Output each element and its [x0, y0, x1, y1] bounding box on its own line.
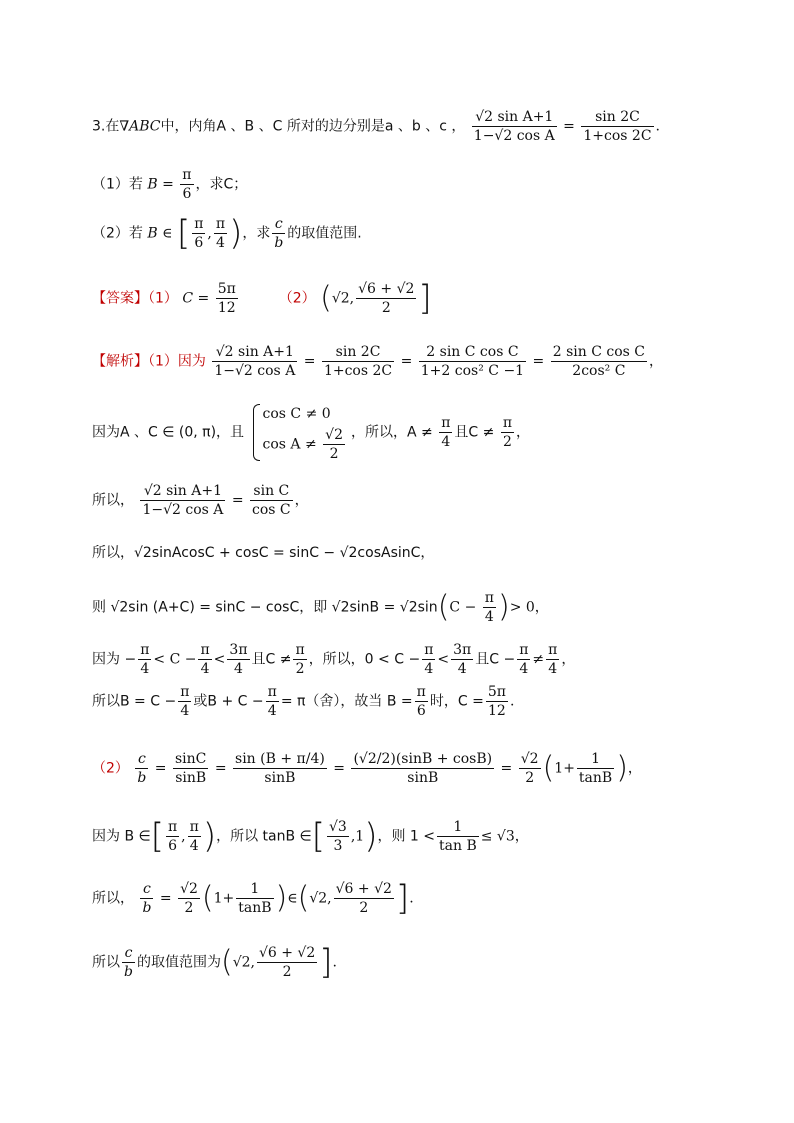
condition-system: [253, 402, 347, 463]
bracket: (: [542, 750, 555, 786]
bracket: ]: [395, 878, 410, 919]
math-text: 2: [502, 434, 512, 450]
math-text: 1−√2 cos A: [142, 502, 224, 518]
math-text: 4: [140, 661, 150, 677]
math-text: ，所以，A ≠: [351, 424, 433, 441]
math-text: ，: [561, 651, 576, 668]
triangle-symbol: ∇ABC: [119, 118, 161, 135]
math-text: = π（舍），故当 B =: [280, 693, 413, 710]
math-text: 6: [182, 186, 192, 202]
fraction: [322, 343, 394, 380]
math-text: π: [519, 642, 529, 658]
math-text: π: [484, 590, 494, 606]
fraction: [236, 880, 273, 917]
math-text: <: [437, 651, 450, 668]
math-text: √2,: [309, 890, 332, 907]
math-text: （1）若: [92, 176, 143, 193]
math-text: √6 + √2: [335, 881, 392, 897]
math-text: 且C ≠: [454, 424, 495, 441]
fraction: [266, 683, 279, 720]
math-text: 2 sin C cos C: [419, 343, 526, 362]
math-text: 且C ≠: [251, 651, 292, 668]
math-text: ，则 1 <: [377, 828, 436, 845]
math-text: .: [332, 954, 337, 971]
question-1: [92, 166, 247, 203]
given-fraction-right: [581, 108, 653, 145]
fraction: [546, 641, 559, 678]
math-text: π: [200, 642, 210, 658]
fraction: [519, 750, 541, 787]
math-text: 1−√2 cos A: [473, 128, 555, 144]
fraction: [501, 414, 514, 451]
math-text: b: [137, 770, 147, 786]
solution-step-4: 所以，√2sinAcosC + cosC = sinC − √2cosAsinC，: [92, 545, 435, 561]
math-text: （2）: [92, 760, 129, 777]
math-text: ，: [294, 492, 309, 509]
math-text: 因为 −: [92, 651, 137, 668]
bracket: ]: [319, 942, 333, 983]
math-text: b: [274, 235, 284, 251]
bracket: (: [437, 589, 450, 625]
math-text: <: [213, 651, 226, 668]
solution-tag: 【解析】: [92, 353, 148, 370]
math-text: 1+2 cos² C −1: [420, 363, 525, 379]
math-text: 3π: [453, 642, 472, 658]
math-text: b: [124, 964, 133, 980]
math-text: √2 sin A+1: [212, 343, 297, 362]
math-text: tanB: [238, 900, 272, 916]
math-text: 所以，: [92, 492, 134, 509]
fraction: [250, 482, 293, 519]
math-text: cos C: [252, 502, 291, 518]
answer-tag: 【答案】: [92, 290, 148, 307]
fraction: [135, 750, 148, 787]
math-text: < C −: [153, 651, 197, 668]
math-text: √6 + √2: [258, 945, 316, 961]
math-text: 1+: [554, 760, 575, 777]
fraction: [323, 426, 345, 463]
math-text: 4: [216, 235, 225, 251]
math-text: π: [167, 819, 178, 835]
math-text: 4: [267, 703, 277, 719]
fraction: [257, 944, 317, 981]
math-text: （1）: [148, 290, 178, 307]
given-fraction-left: [472, 108, 557, 145]
math-text: 5π: [487, 684, 506, 700]
solution-conclusion: [92, 944, 337, 981]
math-text: π: [424, 642, 434, 658]
math-text: 4: [548, 661, 558, 677]
math-text: 2: [359, 900, 369, 916]
fraction: [233, 750, 327, 787]
math-text: √6 + √2: [358, 281, 415, 297]
math-text: √2: [325, 427, 343, 443]
math-text: 4: [457, 661, 467, 677]
fraction: [140, 880, 153, 917]
math-text: ，: [627, 760, 642, 777]
fraction: [138, 641, 151, 678]
fraction: [173, 750, 208, 787]
math-text: π: [267, 684, 277, 700]
math-text: 因为A 、C ∈ (0, π)，且: [92, 424, 245, 441]
math-text: ,1: [350, 828, 365, 845]
fraction: [198, 641, 211, 678]
fraction: [422, 641, 435, 678]
math-text: 或B + C −: [193, 693, 264, 710]
solution-step-6: [92, 641, 575, 678]
fraction: [227, 641, 249, 678]
bracket: ]: [418, 278, 432, 319]
fraction: [178, 880, 200, 917]
math-text: 所以: [92, 954, 120, 971]
math-text: 2cos² C: [572, 363, 626, 379]
math-text: 在: [105, 118, 120, 135]
math-text: （1）因为: [148, 353, 206, 370]
fraction: [351, 750, 494, 787]
math-text: 4: [180, 703, 190, 719]
bracket: (: [201, 880, 214, 916]
math-text: ，求: [242, 225, 271, 242]
math-text: 3π: [229, 642, 248, 658]
fraction: [551, 343, 647, 380]
bracket: (: [320, 280, 332, 316]
math-text: B =: [147, 176, 174, 193]
math-text: √2 sin A+1: [472, 108, 557, 127]
fraction: [517, 641, 530, 678]
math-text: > 0，: [509, 599, 549, 616]
fraction: [327, 818, 349, 855]
bracket: ): [202, 816, 217, 857]
math-text: sinB: [407, 770, 439, 786]
bracket: ): [275, 880, 288, 916]
bracket: [: [311, 816, 326, 857]
math-text: 的取值范围为: [136, 954, 221, 971]
math-text: C −: [449, 599, 477, 616]
math-text: tanB: [578, 770, 613, 786]
fraction: [272, 215, 285, 252]
math-text: 1: [577, 750, 614, 769]
problem-statement: 3.在∇ABC中，内角A 、B 、C 所对的边分别是a 、b 、c ， $\frac{\text{√2 sin A+1}}{\text{1−√2 cos A}}$ = $\frac{\sin 2C}{1+\cos 2C}$ .: [92, 109, 660, 144]
math-text: π: [502, 415, 513, 431]
bracket: ): [497, 589, 510, 625]
solution-step-5: [92, 589, 549, 626]
math-text: √2: [520, 751, 539, 767]
math-text: √2 sin A+1: [140, 482, 225, 501]
solution-part2-step-1: （2） $\frac{c}{b}$ = $\frac{\sin C}{\sin B}$ = $\frac{\sin (B + \pi/4)}{\sin B}$ = $\frac{(√2/2)(\sin B + \cos B)}{\sin B}$ = $\frac{√2}{2}$ (1+ $\frac{1}{\tan B}$ )，: [92, 750, 642, 786]
solution-step-1: 【解析】（1）因为 $\frac{\text{√2 sin A+1}}{\text{1−√2 cos A}}$ = $\frac{\sin 2C}{1+\cos 2C}$ = $\frac{\text{2 sin C cos C}}{\text{1+2 cos² C −1}}$ = $\frac{\text{2 sin C cos C}}{\text{2cos² C}}$ ，: [92, 344, 663, 379]
solution-step-7: [92, 683, 514, 720]
math-text: 1: [437, 818, 479, 837]
math-text: √2,: [232, 954, 255, 971]
math-text: （2）若: [92, 225, 143, 242]
question-2: （2）若 B ∈ [ $\frac{\pi}{6}$ , $\frac{\pi}{4}$ )，求 $\frac{c}{b}$ 的取值范围.: [92, 213, 362, 254]
math-text: 1−√2 cos A: [214, 363, 296, 379]
math-text: 4: [234, 661, 243, 677]
fraction: [486, 683, 508, 720]
math-text: π: [548, 642, 558, 658]
math-text: 1+: [213, 890, 235, 907]
math-text: 12: [487, 703, 506, 719]
math-text: ，: [516, 424, 531, 441]
fraction: [334, 880, 394, 917]
math-text: 1+cos 2C: [583, 128, 652, 144]
math-text: .: [409, 890, 414, 907]
math-text: 4: [424, 661, 434, 677]
fraction: [356, 280, 416, 317]
math-text: sin C: [250, 482, 293, 501]
math-text: sin (B + π/4): [235, 751, 325, 767]
math-text: 时，C =: [429, 693, 484, 710]
math-text: c: [122, 944, 135, 963]
math-text: 4: [484, 609, 494, 625]
math-text: π: [215, 216, 226, 232]
math-text: 因为 B ∈: [92, 828, 151, 845]
fraction: [180, 166, 193, 203]
fraction: [293, 641, 306, 678]
math-text: 所以，: [92, 890, 134, 907]
math-text: ，所以，0 < C −: [308, 651, 421, 668]
fraction: [192, 215, 205, 252]
solution-step-2: [92, 402, 530, 463]
fraction: [415, 683, 428, 720]
fraction: [483, 589, 496, 626]
math-text: π: [441, 415, 451, 431]
math-text: c: [272, 215, 285, 234]
fraction: [419, 343, 526, 380]
math-text: tan B: [439, 838, 477, 854]
bracket: ): [616, 750, 628, 786]
math-text: 2: [184, 900, 194, 916]
math-text: c: [140, 880, 153, 899]
math-text: sinB: [264, 770, 296, 786]
math-text: π: [194, 216, 204, 232]
math-text: 3: [333, 838, 343, 854]
math-text: 的取值范围.: [287, 225, 362, 242]
bracket: ): [229, 213, 243, 254]
bracket: [: [176, 213, 191, 254]
fraction: [166, 818, 179, 855]
math-text: π: [140, 642, 150, 658]
math-text: ，所以 tanB ∈: [216, 828, 312, 845]
math-text: cos A ≠: [262, 436, 317, 453]
bracket: [: [150, 816, 164, 857]
fraction: [214, 215, 227, 252]
fraction: [122, 944, 135, 981]
math-text: 2: [282, 964, 292, 980]
math-text: C =: [182, 290, 210, 307]
math-text: b: [142, 900, 152, 916]
math-text: 2: [381, 300, 391, 316]
math-text: ∈: [287, 890, 298, 907]
math-text: 2 sin C cos C: [552, 344, 645, 360]
math-text: π: [180, 684, 190, 700]
fraction: [188, 818, 201, 855]
math-text: 且C −: [475, 651, 516, 668]
math-text: 1+cos 2C: [323, 363, 393, 379]
math-text: π: [182, 167, 192, 183]
math-text: 4: [441, 434, 451, 450]
math-text: √2: [180, 881, 198, 897]
math-text: cos C ≠ 0: [262, 406, 331, 422]
math-text: 2: [329, 446, 339, 462]
math-text: 6: [416, 703, 426, 719]
math-text: 12: [217, 300, 236, 316]
solution-step-3: 所以， $\frac{\text{√2 sin A+1}}{\text{1−√2 cos A}}$ = $\frac{\text{sin C}}{\text{cos C}}$ ，: [92, 483, 309, 518]
problem-number: 3.: [92, 118, 106, 135]
math-text: 4: [189, 838, 199, 854]
math-text: 2: [525, 770, 535, 786]
fraction: [216, 280, 238, 317]
math-text: ≠: [532, 651, 545, 668]
math-text: sinC: [174, 751, 207, 767]
math-text: √3: [329, 819, 347, 835]
math-text: sin 2C: [581, 108, 653, 127]
solution-part2-step-2: 因为 B ∈[ $\frac{\pi}{6}$ , $\frac{\pi}{4}$ )，所以 tanB ∈[ $\frac{√3}{3}$ ,1)，则 1 < $\frac{1}{\text{tan B}}$ ≤ √3，: [92, 816, 529, 857]
math-text: 2: [295, 661, 305, 677]
fraction: [212, 343, 297, 380]
math-text: .: [509, 693, 515, 710]
fraction: [178, 683, 191, 720]
math-text: 所以B = C −: [92, 693, 177, 710]
math-text: B ∈: [147, 225, 173, 242]
fraction: [439, 414, 452, 451]
math-text: π: [189, 819, 199, 835]
math-text: 6: [168, 838, 178, 854]
math-text: ，求C；: [195, 176, 248, 193]
math-text: π: [295, 642, 305, 658]
math-text: 中，内角A 、B 、C 所对的边分别是a 、b 、c ，: [160, 118, 466, 135]
bracket: (: [297, 880, 310, 916]
math-text: sinB: [175, 770, 207, 786]
fraction: [140, 482, 225, 519]
math-text: π: [416, 684, 426, 700]
answer-line: [92, 280, 432, 317]
math-text: ≤ √3，: [480, 828, 529, 845]
math-text: √2,: [331, 290, 355, 307]
math-text: c: [135, 750, 148, 769]
fraction: [437, 818, 479, 855]
math-text: (√2/2)(sinB + cosB): [353, 751, 493, 767]
math-text: 1: [236, 880, 273, 899]
bracket: (: [220, 944, 233, 980]
math-text: 则 √2sin (A+C) = sinC − cosC，即 √2sinB = √2sin: [92, 599, 438, 616]
solution-part2-step-3: 所以， $\frac{c}{b}$ = $\frac{√2}{2}$ (1+ $\frac{1}{\tan B}$ )∈(√2, $\frac{√6 + √2}{2}$ ].: [92, 878, 414, 919]
math-text: 5π: [217, 281, 236, 297]
fraction: [577, 750, 614, 787]
math-text: （2）: [278, 290, 316, 307]
bracket: ): [364, 816, 378, 857]
fraction: [451, 641, 473, 678]
math-text: 4: [200, 661, 210, 677]
math-text: 4: [519, 661, 529, 677]
math-text: 6: [194, 235, 204, 251]
math-text: sin 2C: [322, 343, 394, 362]
